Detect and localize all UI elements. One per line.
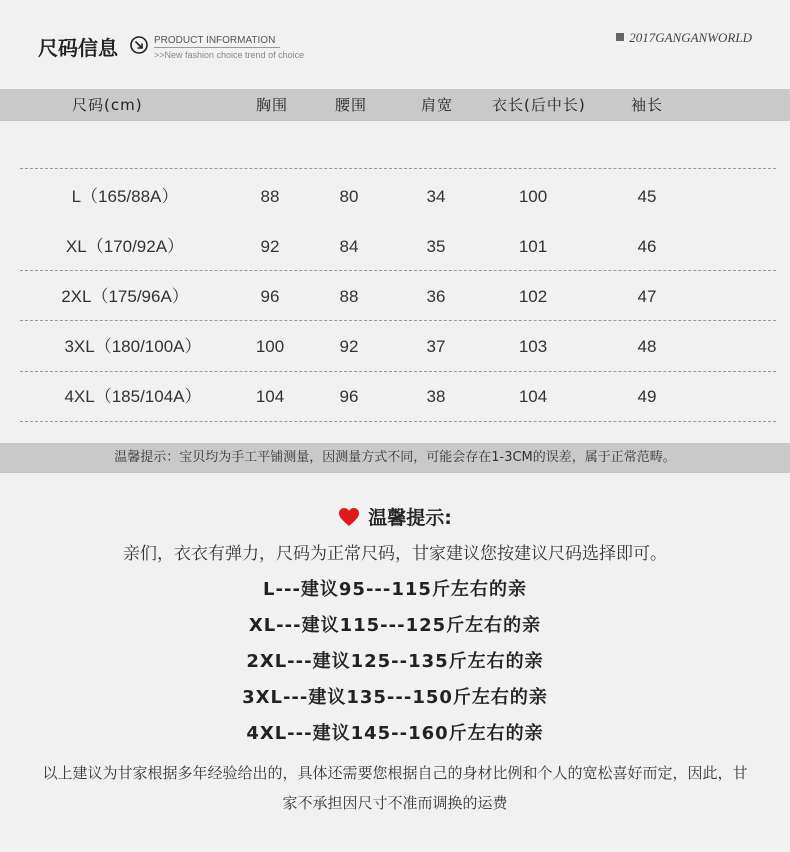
cell-chest: 104 [255, 387, 285, 406]
column-header-waist: 腰围 [335, 96, 368, 114]
cell-chest: 88 [260, 187, 280, 206]
page-header [0, 0, 790, 88]
size-suggestion: 2XL---建议125--135斤左右的亲 [246, 651, 544, 672]
table-row [0, 272, 790, 322]
cell-sleeve: 46 [637, 237, 657, 256]
cell-chest: 92 [260, 237, 280, 256]
cell-waist: 92 [339, 337, 359, 356]
cell-waist: 96 [339, 387, 359, 406]
size-suggestion: 3XL---建议135---150斤左右的亲 [242, 687, 548, 708]
column-header-shoulder: 肩宽 [421, 96, 454, 114]
cell-length: 103 [518, 337, 548, 356]
tips-title [0, 500, 790, 536]
table-row [0, 222, 790, 272]
cell-shoulder: 38 [426, 387, 446, 406]
cell-size: L（165/88A） [71, 187, 179, 206]
cell-shoulder: 37 [426, 337, 446, 356]
cell-chest: 100 [255, 337, 285, 356]
table-divider [20, 270, 776, 271]
cell-length: 102 [518, 287, 548, 306]
cell-size: 3XL（180/100A） [64, 337, 202, 356]
tips-title-text: 温馨提示: [368, 507, 452, 529]
measurement-note: 温馨提示：宝贝均为手工平铺测量，因测量方式不同，可能会存在1-3CM的误差，属于正常范畴。 [0, 443, 790, 473]
english-subtitle: >>New fashion choice trend of choice [154, 50, 305, 60]
tips-closing: 以上建议为甘家根据多年经验给出的，具体还需要您根据自己的身材比例和个人的宽松喜好而定，因此，甘家不承担因尺寸不准而调换的运费 [42, 764, 748, 812]
size-suggestion: XL---建议115---125斤左右的亲 [248, 615, 542, 636]
cell-shoulder: 36 [426, 287, 446, 306]
cell-length: 104 [518, 387, 548, 406]
page-title: 尺码信息 [38, 36, 118, 60]
table-divider [20, 320, 776, 321]
cell-length: 101 [518, 237, 548, 256]
cell-length: 100 [518, 187, 548, 206]
cell-shoulder: 35 [426, 237, 446, 256]
cell-sleeve: 47 [637, 287, 657, 306]
column-header-size: 尺码(cm) [72, 96, 143, 114]
cell-sleeve: 48 [637, 337, 657, 356]
cell-size: 4XL（185/104A） [64, 387, 202, 406]
cell-waist: 88 [339, 287, 359, 306]
english-title: PRODUCT INFORMATION [154, 35, 276, 46]
cell-waist: 84 [339, 237, 359, 256]
table-row [0, 322, 790, 372]
tips-section [0, 500, 790, 818]
cell-sleeve: 45 [637, 187, 657, 206]
table-row [0, 172, 790, 222]
size-suggestion: L---建议95---115斤左右的亲 [263, 579, 527, 600]
size-suggestion: 4XL---建议145--160斤左右的亲 [246, 723, 544, 744]
brand-label [616, 30, 752, 46]
brand-text: 2017GANGANWORLD [629, 30, 752, 45]
table-divider [20, 421, 776, 422]
cell-size: 2XL（175/96A） [61, 287, 189, 306]
square-icon [616, 33, 624, 41]
cell-sleeve: 49 [637, 387, 657, 406]
table-divider [20, 168, 776, 169]
arrow-down-right-circle-icon [130, 36, 148, 54]
english-title-rule [154, 47, 280, 48]
column-header-sleeve: 袖长 [631, 96, 664, 114]
table-header [0, 89, 790, 121]
column-header-length: 衣长(后中长) [492, 96, 586, 114]
tips-intro: 亲们，衣衣有弹力，尺码为正常尺码，甘家建议您按建议尺码选择即可。 [123, 544, 667, 564]
cell-chest: 96 [260, 287, 280, 306]
column-header-chest: 胸围 [256, 96, 289, 114]
cell-waist: 80 [339, 187, 359, 206]
cell-shoulder: 34 [426, 187, 446, 206]
cell-size: XL（170/92A） [65, 237, 185, 256]
table-row [0, 372, 790, 422]
heart-icon [338, 507, 360, 527]
